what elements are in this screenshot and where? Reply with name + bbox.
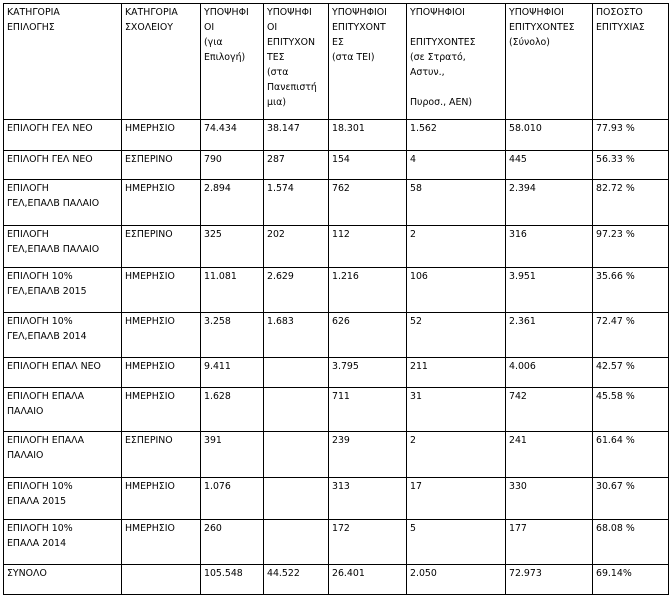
cell-school-type: ΗΜΕΡΗΣΙΟ — [122, 120, 201, 151]
cell-tei: 1.216 — [329, 268, 407, 313]
table-row — [4, 268, 669, 313]
cell-candidates: 2.894 — [201, 180, 264, 226]
table-row — [4, 151, 669, 180]
cell-military: 2 — [407, 432, 506, 478]
table-row — [4, 226, 669, 268]
cell-tei: 313 — [329, 478, 407, 520]
header-cell-candidates: ΥΠΟΨΗΦΙ ΟΙ (για Επιλογή) — [201, 4, 264, 120]
cell-university: 287 — [264, 151, 329, 180]
cell-candidates: 790 — [201, 151, 264, 180]
cell-category: ΕΠΙΛΟΓΗ 10% ΕΠΑΛΑ 2015 — [4, 478, 122, 520]
table-row — [4, 520, 669, 565]
header-cell-total: ΥΠΟΨΗΦΙΟΙ ΕΠΙΤΥΧΟΝΤΕΣ (Σύνολο) — [506, 4, 593, 120]
cell-tei: 18.301 — [329, 120, 407, 151]
cell-tei: 762 — [329, 180, 407, 226]
cell-rate: 30.67 % — [593, 478, 669, 520]
cell-school-type: ΗΜΕΡΗΣΙΟ — [122, 358, 201, 388]
cell-tei: 3.795 — [329, 358, 407, 388]
cell-rate: 72.47 % — [593, 313, 669, 358]
cell-category: ΕΠΙΛΟΓΗ ΕΠΑΛ ΝΕΟ — [4, 358, 122, 388]
cell-university — [264, 520, 329, 565]
cell-university: 2.629 — [264, 268, 329, 313]
cell-candidates: 260 — [201, 520, 264, 565]
cell-military: 4 — [407, 151, 506, 180]
cell-category: ΕΠΙΛΟΓΗ 10% ΓΕΛ,ΕΠΑΛΒ 2015 — [4, 268, 122, 313]
cell-school-type: ΕΣΠΕΡΙΝΟ — [122, 432, 201, 478]
table-row — [4, 432, 669, 478]
cell-category: ΕΠΙΛΟΓΗ ΕΠΑΛΑ ΠΑΛΑΙΟ — [4, 388, 122, 432]
cell-rate: 45.58 % — [593, 388, 669, 432]
cell-total: 742 — [506, 388, 593, 432]
header-cell-school-type: ΚΑΤΗΓΟΡΙΑ ΣΧΟΛΕΙΟΥ — [122, 4, 201, 120]
cell-candidates: 11.081 — [201, 268, 264, 313]
cell-tei: 154 — [329, 151, 407, 180]
cell-total: 2.361 — [506, 313, 593, 358]
cell-candidates: 391 — [201, 432, 264, 478]
cell-total: 316 — [506, 226, 593, 268]
cell-category: ΕΠΙΛΟΓΗ ΓΕΛ,ΕΠΑΛΒ ΠΑΛΑΙΟ — [4, 226, 122, 268]
cell-tei: 711 — [329, 388, 407, 432]
cell-total: 445 — [506, 151, 593, 180]
cell-university: 202 — [264, 226, 329, 268]
cell-school-type: ΗΜΕΡΗΣΙΟ — [122, 520, 201, 565]
cell-military: 5 — [407, 520, 506, 565]
cell-candidates: 74.434 — [201, 120, 264, 151]
cell-school-type: ΗΜΕΡΗΣΙΟ — [122, 478, 201, 520]
cell-military: 58 — [407, 180, 506, 226]
cell-school-type: ΕΣΠΕΡΙΝΟ — [122, 226, 201, 268]
header-cell-tei: ΥΠΟΨΗΦΙΟΙ ΕΠΙΤΥΧΟΝΤ ΕΣ (στα ΤΕΙ) — [329, 4, 407, 120]
cell-category: ΕΠΙΛΟΓΗ 10% ΓΕΛ,ΕΠΑΛΒ 2014 — [4, 313, 122, 358]
cell-category: ΕΠΙΛΟΓΗ ΓΕΛ,ΕΠΑΛΒ ΠΑΛΑΙΟ — [4, 180, 122, 226]
cell-rate: 77.93 % — [593, 120, 669, 151]
cell-category: ΣΥΝΟΛΟ — [4, 565, 122, 595]
cell-rate: 82.72 % — [593, 180, 669, 226]
cell-military: 211 — [407, 358, 506, 388]
table-row — [4, 358, 669, 388]
cell-candidates: 325 — [201, 226, 264, 268]
cell-university — [264, 358, 329, 388]
cell-tei: 172 — [329, 520, 407, 565]
cell-military: 52 — [407, 313, 506, 358]
header-cell-military: ΥΠΟΨΗΦΙΟΙ ΕΠΙΤΥΧΟΝΤΕΣ (σε Στρατό, Αστυν., Πυροσ., ΑΕΝ) — [407, 4, 506, 120]
header-row — [4, 4, 669, 120]
cell-military: 17 — [407, 478, 506, 520]
table-row — [4, 180, 669, 226]
cell-candidates: 1.076 — [201, 478, 264, 520]
header-cell-rate: ΠΟΣΟΣΤΟ ΕΠΙΤΥΧΙΑΣ — [593, 4, 669, 120]
cell-military: 2 — [407, 226, 506, 268]
cell-total: 3.951 — [506, 268, 593, 313]
cell-total: 2.394 — [506, 180, 593, 226]
cell-rate: 42.57 % — [593, 358, 669, 388]
cell-candidates: 105.548 — [201, 565, 264, 595]
table-row — [4, 120, 669, 151]
cell-rate: 69.14% — [593, 565, 669, 595]
cell-tei: 239 — [329, 432, 407, 478]
table-body — [4, 4, 669, 595]
cell-tei: 626 — [329, 313, 407, 358]
total-row — [4, 565, 669, 595]
cell-university — [264, 388, 329, 432]
cell-rate: 56.33 % — [593, 151, 669, 180]
cell-university: 44.522 — [264, 565, 329, 595]
cell-category: ΕΠΙΛΟΓΗ ΕΠΑΛΑ ΠΑΛΑΙΟ — [4, 432, 122, 478]
table-row — [4, 313, 669, 358]
cell-school-type: ΗΜΕΡΗΣΙΟ — [122, 180, 201, 226]
cell-university — [264, 432, 329, 478]
cell-school-type: ΕΣΠΕΡΙΝΟ — [122, 151, 201, 180]
cell-university: 1.574 — [264, 180, 329, 226]
cell-candidates: 9.411 — [201, 358, 264, 388]
cell-tei: 112 — [329, 226, 407, 268]
cell-university: 38.147 — [264, 120, 329, 151]
cell-category: ΕΠΙΛΟΓΗ 10% ΕΠΑΛΑ 2014 — [4, 520, 122, 565]
header-cell-university: ΥΠΟΨΗΦΙ ΟΙ ΕΠΙΤΥΧΟΝ ΤΕΣ (στα Πανεπιστή μια) — [264, 4, 329, 120]
cell-rate: 35.66 % — [593, 268, 669, 313]
table-row — [4, 478, 669, 520]
cell-school-type: ΗΜΕΡΗΣΙΟ — [122, 388, 201, 432]
cell-school-type: ΗΜΕΡΗΣΙΟ — [122, 313, 201, 358]
table-row — [4, 388, 669, 432]
cell-school-type: ΗΜΕΡΗΣΙΟ — [122, 268, 201, 313]
results-table — [3, 3, 669, 595]
cell-total: 58.010 — [506, 120, 593, 151]
cell-category: ΕΠΙΛΟΓΗ ΓΕΛ ΝΕΟ — [4, 120, 122, 151]
cell-candidates: 1.628 — [201, 388, 264, 432]
cell-candidates: 3.258 — [201, 313, 264, 358]
cell-military: 106 — [407, 268, 506, 313]
cell-total: 330 — [506, 478, 593, 520]
cell-rate: 97.23 % — [593, 226, 669, 268]
cell-total: 72.973 — [506, 565, 593, 595]
cell-military: 31 — [407, 388, 506, 432]
cell-total: 177 — [506, 520, 593, 565]
cell-total: 4.006 — [506, 358, 593, 388]
cell-military: 1.562 — [407, 120, 506, 151]
cell-university: 1.683 — [264, 313, 329, 358]
cell-tei: 26.401 — [329, 565, 407, 595]
cell-category: ΕΠΙΛΟΓΗ ΓΕΛ ΝΕΟ — [4, 151, 122, 180]
cell-school-type — [122, 565, 201, 595]
cell-rate: 61.64 % — [593, 432, 669, 478]
cell-university — [264, 478, 329, 520]
cell-military: 2.050 — [407, 565, 506, 595]
cell-rate: 68.08 % — [593, 520, 669, 565]
cell-total: 241 — [506, 432, 593, 478]
header-cell-category: ΚΑΤΗΓΟΡΙΑ ΕΠΙΛΟΓΗΣ — [4, 4, 122, 120]
